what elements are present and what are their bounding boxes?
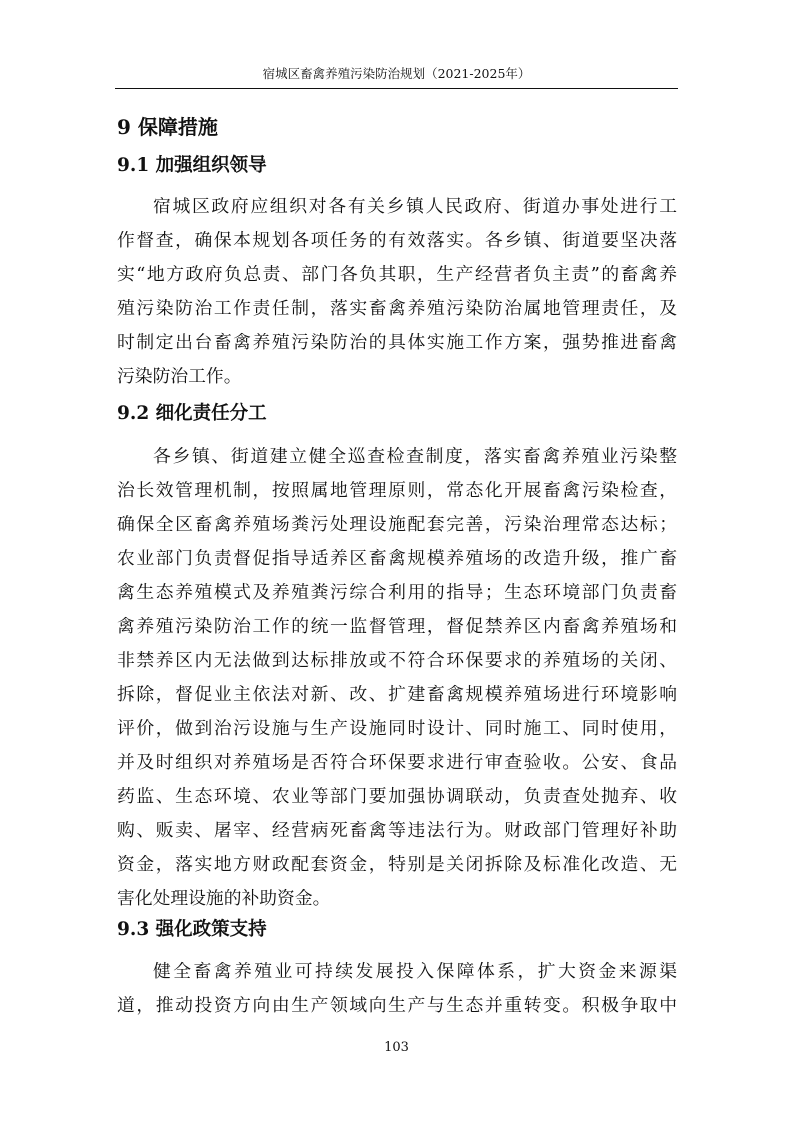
text-line: 拆除，督促业主依法对新、改、扩建畜禽规模养殖场进行环境影响 [117,684,677,705]
text-line: 资金，落实地方财政配套资金，特别是关闭拆除及标准化改造、无 [117,854,677,875]
section-heading-9-3: 9.3 强化政策支持 [117,919,267,940]
running-header: 宿城区畜禽养殖污染防治规划（2021-2025年） [262,66,531,81]
header-rule [115,88,678,89]
section-9-3-paragraph [117,955,677,1023]
text-line: 确保全区畜禽养殖场粪污处理设施配套完善，污染治理常态达标； [117,514,677,535]
section-9-2-paragraph [117,440,677,916]
text-line: 并及时组织对养殖场是否符合环保要求进行审查验收。公安、食品 [117,752,677,773]
text-line: 作督查，确保本规划各项任务的有效落实。各乡镇、街道要坚决落 [117,230,677,251]
text-line: 健全畜禽养殖业可持续发展投入保障体系，扩大资金来源渠 [153,961,677,982]
chapter-title: 9 保障措施 [117,115,218,139]
section-heading-9-2: 9.2 细化责任分工 [117,403,267,424]
page-number: 103 [384,1040,409,1055]
text-line: 殖污染防治工作责任制，落实畜禽养殖污染防治属地管理责任，及 [117,298,677,319]
section-9-1-paragraph [117,190,677,394]
section-heading-9-1: 9.1 加强组织领导 [117,155,267,176]
text-line: 非禁养区内无法做到达标排放或不符合环保要求的养殖场的关闭、 [117,650,677,671]
text-line: 污染防治工作。 [117,366,242,387]
text-line: 各乡镇、街道建立健全巡查检查制度，落实畜禽养殖业污染整 [153,446,677,467]
text-line: 购、贩卖、屠宰、经营病死畜禽等违法行为。财政部门管理好补助 [117,820,677,841]
text-line: 评价，做到治污设施与生产设施同时设计、同时施工、同时使用， [117,718,677,739]
text-line: 禽生态养殖模式及养殖粪污综合利用的指导；生态环境部门负责畜 [117,582,677,603]
text-line: 禽养殖污染防治工作的统一监督管理，督促禁养区内畜禽养殖场和 [117,616,677,637]
text-line: 道，推动投资方向由生产领域向生产与生态并重转变。积极争取中 [117,995,677,1016]
text-line: 治长效管理机制，按照属地管理原则，常态化开展畜禽污染检查， [117,480,677,501]
text-line: 害化处理设施的补助资金。 [117,888,331,909]
text-line: 实“地方政府负总责、部门各负其职，生产经营者负主责”的畜禽养 [117,264,677,285]
text-line: 宿城区政府应组织对各有关乡镇人民政府、街道办事处进行工 [153,196,677,217]
text-line: 农业部门负责督促指导适养区畜禽规模养殖场的改造升级，推广畜 [117,548,677,569]
text-line: 时制定出台畜禽养殖污染防治的具体实施工作方案，强势推进畜禽 [117,332,677,353]
text-line: 药监、生态环境、农业等部门要加强协调联动，负责查处抛弃、收 [117,786,677,807]
